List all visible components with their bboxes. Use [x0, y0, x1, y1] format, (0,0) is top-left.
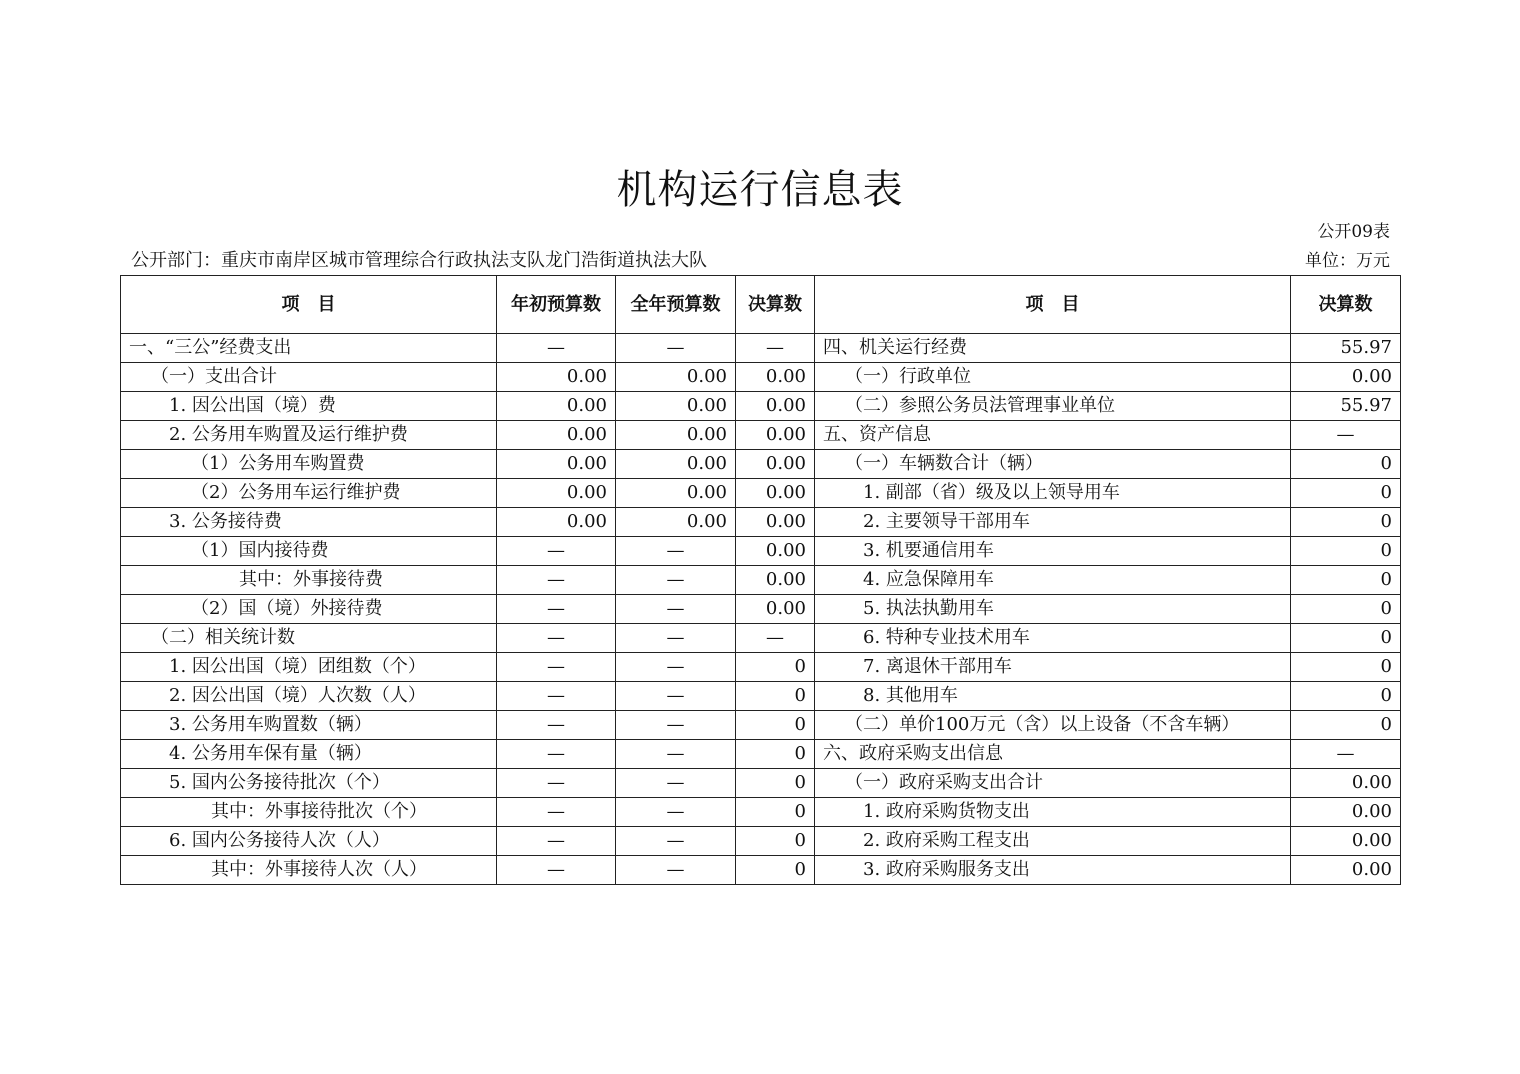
final-right-cell: 0: [1291, 624, 1401, 653]
right-item-cell: 六、政府采购支出信息: [815, 740, 1291, 769]
final-left-cell: 0: [736, 769, 815, 798]
left-item-cell: （2）公务用车运行维护费: [121, 479, 497, 508]
final-right-cell: 0: [1291, 450, 1401, 479]
final-left-cell: 0.00: [736, 450, 815, 479]
right-item-cell: （二）单价100万元（含）以上设备（不含车辆）: [815, 711, 1291, 740]
table-row: [121, 392, 1401, 421]
table-row: [121, 769, 1401, 798]
header-right-item: 项 目: [815, 276, 1291, 334]
budget-initial-cell: —: [497, 334, 616, 363]
final-left-cell: 0.00: [736, 537, 815, 566]
budget-initial-cell: —: [497, 682, 616, 711]
header-left-item: 项 目: [121, 276, 497, 334]
department-label: 公开部门：重庆市南岸区城市管理综合行政执法支队龙门浩街道执法大队: [131, 250, 707, 271]
left-item-cell: 其中：外事接待批次（个）: [121, 798, 497, 827]
final-left-cell: 0.00: [736, 508, 815, 537]
header-final-left: 决算数: [736, 276, 815, 334]
final-left-cell: 0.00: [736, 595, 815, 624]
final-left-cell: 0: [736, 682, 815, 711]
right-item-cell: 3. 机要通信用车: [815, 537, 1291, 566]
table-row: [121, 682, 1401, 711]
final-left-cell: 0: [736, 711, 815, 740]
budget-initial-cell: —: [497, 827, 616, 856]
table-row: [121, 827, 1401, 856]
budget-full-cell: —: [616, 537, 736, 566]
right-item-cell: 五、资产信息: [815, 421, 1291, 450]
page-title: 机构运行信息表: [616, 167, 904, 213]
final-right-cell: 0: [1291, 508, 1401, 537]
final-right-cell: 0: [1291, 711, 1401, 740]
right-item-cell: 7. 离退休干部用车: [815, 653, 1291, 682]
final-left-cell: 0: [736, 856, 815, 885]
left-item-cell: 一、“三公”经费支出: [121, 334, 497, 363]
left-item-cell: 2. 公务用车购置及运行维护费: [121, 421, 497, 450]
right-item-cell: 3. 政府采购服务支出: [815, 856, 1291, 885]
left-item-cell: 1. 因公出国（境）团组数（个）: [121, 653, 497, 682]
budget-full-cell: —: [616, 856, 736, 885]
budget-full-cell: —: [616, 566, 736, 595]
budget-full-cell: 0.00: [616, 421, 736, 450]
final-right-cell: 0: [1291, 595, 1401, 624]
final-right-cell: —: [1291, 421, 1401, 450]
budget-full-cell: 0.00: [616, 392, 736, 421]
table-row: [121, 856, 1401, 885]
final-right-cell: 0.00: [1291, 827, 1401, 856]
budget-full-cell: 0.00: [616, 479, 736, 508]
table-row: [121, 740, 1401, 769]
right-item-cell: 四、机关运行经费: [815, 334, 1291, 363]
left-item-cell: 3. 公务接待费: [121, 508, 497, 537]
table-row: [121, 450, 1401, 479]
left-item-cell: （一）支出合计: [121, 363, 497, 392]
table-row: [121, 479, 1401, 508]
budget-initial-cell: —: [497, 537, 616, 566]
final-right-cell: 55.97: [1291, 392, 1401, 421]
table-row: [121, 537, 1401, 566]
final-right-cell: 0: [1291, 653, 1401, 682]
final-left-cell: 0: [736, 740, 815, 769]
final-right-cell: 0: [1291, 537, 1401, 566]
budget-full-cell: 0.00: [616, 363, 736, 392]
right-item-cell: 2. 政府采购工程支出: [815, 827, 1291, 856]
table-row: [121, 798, 1401, 827]
table-row: [121, 566, 1401, 595]
budget-initial-cell: —: [497, 624, 616, 653]
budget-full-cell: 0.00: [616, 450, 736, 479]
table-row: [121, 595, 1401, 624]
final-right-cell: 0.00: [1291, 798, 1401, 827]
budget-initial-cell: —: [497, 711, 616, 740]
budget-full-cell: —: [616, 334, 736, 363]
left-item-cell: 4. 公务用车保有量（辆）: [121, 740, 497, 769]
right-item-cell: 6. 特种专业技术用车: [815, 624, 1291, 653]
left-item-cell: 6. 国内公务接待人次（人）: [121, 827, 497, 856]
final-left-cell: 0: [736, 653, 815, 682]
final-left-cell: 0.00: [736, 421, 815, 450]
final-right-cell: 0.00: [1291, 769, 1401, 798]
final-right-cell: 55.97: [1291, 334, 1401, 363]
form-number: 公开09表: [1317, 222, 1390, 242]
budget-full-cell: 0.00: [616, 508, 736, 537]
final-right-cell: —: [1291, 740, 1401, 769]
final-left-cell: 0.00: [736, 392, 815, 421]
final-left-cell: 0.00: [736, 566, 815, 595]
right-item-cell: 5. 执法执勤用车: [815, 595, 1291, 624]
left-item-cell: （1）公务用车购置费: [121, 450, 497, 479]
table-row: [121, 508, 1401, 537]
budget-full-cell: —: [616, 740, 736, 769]
final-left-cell: 0.00: [736, 363, 815, 392]
final-right-cell: 0: [1291, 682, 1401, 711]
left-item-cell: （1）国内接待费: [121, 537, 497, 566]
table-row: [121, 653, 1401, 682]
left-item-cell: 1. 因公出国（境）费: [121, 392, 497, 421]
table-row: [121, 624, 1401, 653]
final-left-cell: 0: [736, 827, 815, 856]
final-right-cell: 0.00: [1291, 856, 1401, 885]
left-item-cell: 2. 因公出国（境）人次数（人）: [121, 682, 497, 711]
table-row: [121, 711, 1401, 740]
budget-initial-cell: —: [497, 769, 616, 798]
budget-initial-cell: 0.00: [497, 363, 616, 392]
budget-initial-cell: —: [497, 566, 616, 595]
header-budget-full: 全年预算数: [616, 276, 736, 334]
budget-initial-cell: 0.00: [497, 421, 616, 450]
budget-full-cell: —: [616, 595, 736, 624]
unit-label: 单位：万元: [1305, 251, 1390, 271]
final-left-cell: —: [736, 334, 815, 363]
budget-full-cell: —: [616, 711, 736, 740]
table-row: [121, 363, 1401, 392]
table-row: [121, 421, 1401, 450]
left-item-cell: （2）国（境）外接待费: [121, 595, 497, 624]
budget-initial-cell: —: [497, 798, 616, 827]
budget-full-cell: —: [616, 624, 736, 653]
right-item-cell: 2. 主要领导干部用车: [815, 508, 1291, 537]
final-right-cell: 0: [1291, 479, 1401, 508]
budget-full-cell: —: [616, 653, 736, 682]
left-item-cell: 5. 国内公务接待批次（个）: [121, 769, 497, 798]
right-item-cell: 8. 其他用车: [815, 682, 1291, 711]
table-row: [121, 334, 1401, 363]
left-item-cell: 其中：外事接待人次（人）: [121, 856, 497, 885]
final-left-cell: —: [736, 624, 815, 653]
right-item-cell: （一）车辆数合计（辆）: [815, 450, 1291, 479]
final-left-cell: 0: [736, 798, 815, 827]
budget-initial-cell: —: [497, 740, 616, 769]
budget-initial-cell: —: [497, 595, 616, 624]
final-right-cell: 0.00: [1291, 363, 1401, 392]
budget-initial-cell: 0.00: [497, 392, 616, 421]
budget-full-cell: —: [616, 798, 736, 827]
right-item-cell: 4. 应急保障用车: [815, 566, 1291, 595]
budget-initial-cell: 0.00: [497, 508, 616, 537]
budget-full-cell: —: [616, 769, 736, 798]
left-item-cell: 其中：外事接待费: [121, 566, 497, 595]
budget-full-cell: —: [616, 827, 736, 856]
right-item-cell: （一）行政单位: [815, 363, 1291, 392]
left-item-cell: 3. 公务用车购置数（辆）: [121, 711, 497, 740]
left-item-cell: （二）相关统计数: [121, 624, 497, 653]
final-left-cell: 0.00: [736, 479, 815, 508]
final-right-cell: 0: [1291, 566, 1401, 595]
header-final-right: 决算数: [1291, 276, 1401, 334]
table-header-row: [121, 276, 1401, 334]
budget-full-cell: —: [616, 682, 736, 711]
budget-initial-cell: —: [497, 856, 616, 885]
info-table: [120, 275, 1401, 885]
right-item-cell: （二）参照公务员法管理事业单位: [815, 392, 1291, 421]
right-item-cell: 1. 政府采购货物支出: [815, 798, 1291, 827]
budget-initial-cell: —: [497, 653, 616, 682]
right-item-cell: （一）政府采购支出合计: [815, 769, 1291, 798]
header-budget-initial: 年初预算数: [497, 276, 616, 334]
budget-initial-cell: 0.00: [497, 479, 616, 508]
right-item-cell: 1. 副部（省）级及以上领导用车: [815, 479, 1291, 508]
budget-initial-cell: 0.00: [497, 450, 616, 479]
